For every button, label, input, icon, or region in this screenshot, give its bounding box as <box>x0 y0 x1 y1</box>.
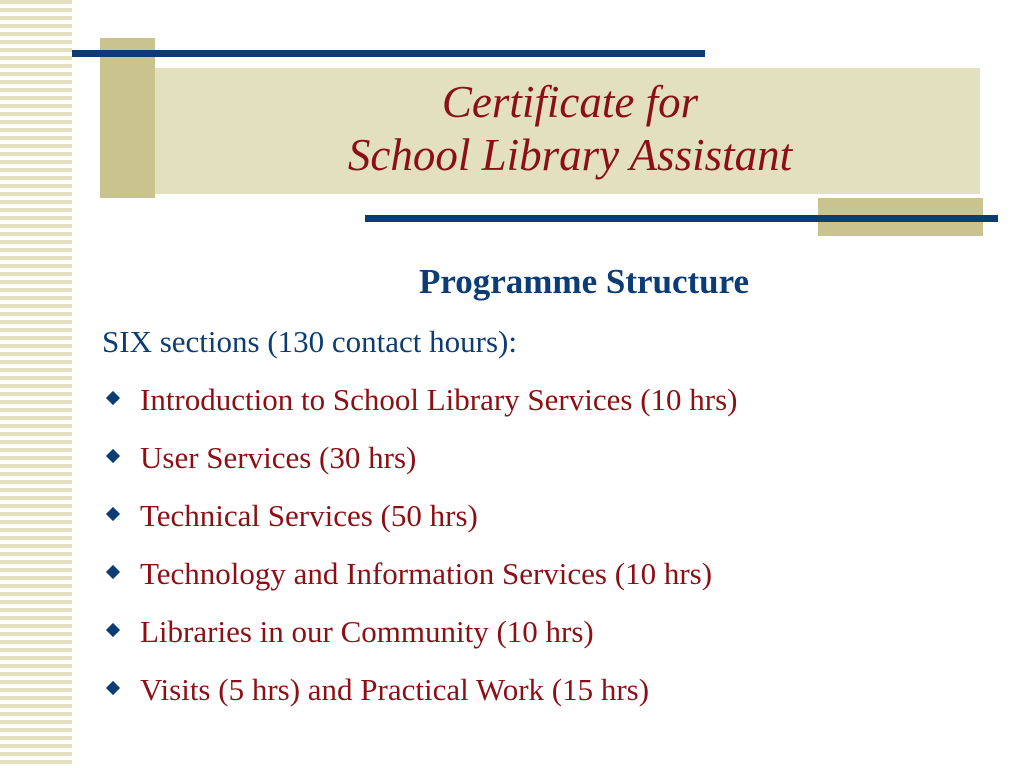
title-line-1: Certificate for <box>441 77 699 127</box>
list-item-text: Technical Services (50 hrs) <box>140 498 478 533</box>
top-accent-rule <box>72 50 705 57</box>
list-item-text: Libraries in our Community (10 hrs) <box>140 614 594 649</box>
section-heading: Programme Structure <box>418 262 750 301</box>
title-accent-left <box>100 38 155 198</box>
bottom-accent-rule <box>365 215 998 222</box>
diamond-bullet-icon <box>106 391 120 405</box>
diamond-bullet-icon <box>106 681 120 695</box>
list-item-text: Technology and Information Services (10 hrs) <box>140 556 713 591</box>
diamond-bullet-icon <box>106 507 120 521</box>
title-line-2: School Library Assistant <box>347 130 793 180</box>
decorative-side-stripes <box>0 0 72 768</box>
list-item-text: User Services (30 hrs) <box>140 440 417 475</box>
diamond-bullet-icon <box>106 565 120 579</box>
intro-text: SIX sections (130 contact hours): <box>102 324 517 359</box>
diamond-bullet-icon <box>106 623 120 637</box>
list-item-text: Visits (5 hrs) and Practical Work (15 hrs) <box>140 672 650 707</box>
list-item-text: Introduction to School Library Services (10 hrs) <box>140 382 738 417</box>
diamond-bullet-icon <box>106 449 120 463</box>
slide-title <box>160 76 980 182</box>
